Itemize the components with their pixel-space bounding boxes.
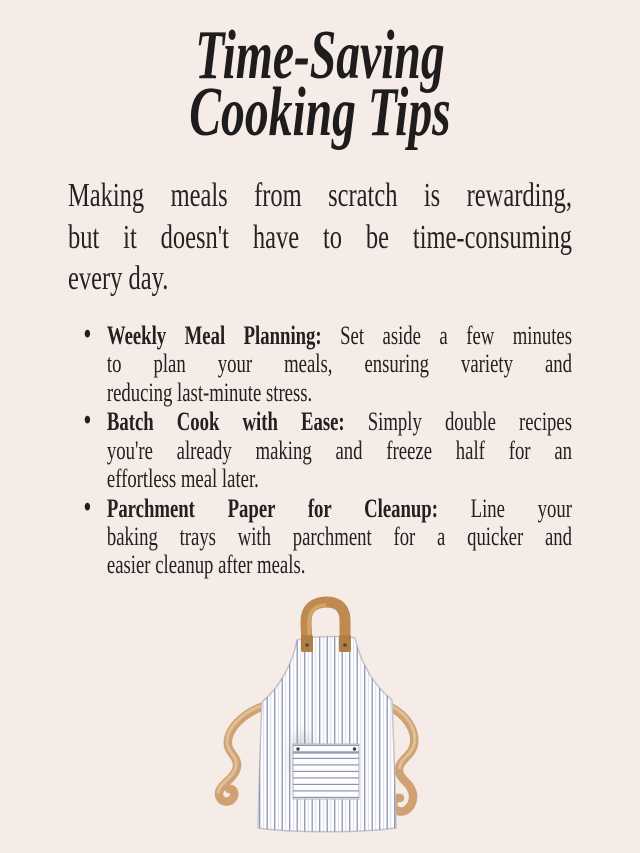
rivet — [305, 643, 309, 647]
tip-line: you're already making and freeze half for an — [106, 435, 572, 465]
bullet-icon: • — [83, 319, 91, 350]
tip-line — [107, 322, 572, 350]
tip-heading: Parchment Paper for Cleanup: — [106, 493, 438, 523]
tip-line: reducing last-minute stress. — [106, 377, 313, 407]
page-title — [102, 17, 537, 151]
tip-text: Set aside a few minutes — [340, 321, 573, 350]
left-tie — [219, 706, 264, 802]
title-line-2: Cooking Tips — [189, 74, 451, 151]
title-line-1: Time-Saving — [195, 17, 445, 94]
list-item — [68, 319, 573, 407]
tip-text: Simply double recipes — [367, 407, 572, 437]
pocket-stripes — [293, 744, 359, 799]
apron-body — [258, 636, 396, 831]
pocket-rivet — [353, 747, 356, 750]
pocket-rivet — [296, 747, 299, 750]
bullet-icon: • — [83, 405, 91, 437]
intro-paragraph — [68, 175, 572, 300]
intro-line: but it doesn't have to be time-consuming — [68, 218, 572, 256]
bullet-icon: • — [83, 491, 91, 523]
list-item — [68, 491, 573, 580]
apron-illustration — [206, 588, 446, 852]
apron-stripes — [258, 636, 396, 831]
tip-heading: Batch Cook with Ease: — [106, 407, 345, 437]
tip-line — [107, 495, 572, 523]
list-item — [68, 405, 572, 493]
intro-line: every day. — [68, 260, 169, 297]
tip-line: to plan your meals, ensuring variety and — [106, 349, 572, 379]
rivet — [343, 643, 347, 647]
tips-list — [68, 319, 573, 580]
tip-line: effortless meal later. — [106, 463, 259, 493]
intro-line: Making meals from scratch is rewarding, — [68, 177, 572, 214]
apron-pocket — [293, 744, 359, 799]
tip-line — [107, 408, 572, 436]
tip-line: easier cleanup after meals. — [106, 550, 306, 580]
tip-text: Line your — [470, 493, 573, 523]
tip-line: baking trays with parchment for a quicker and — [106, 522, 572, 552]
tip-heading: Weekly Meal Planning: — [106, 321, 322, 350]
